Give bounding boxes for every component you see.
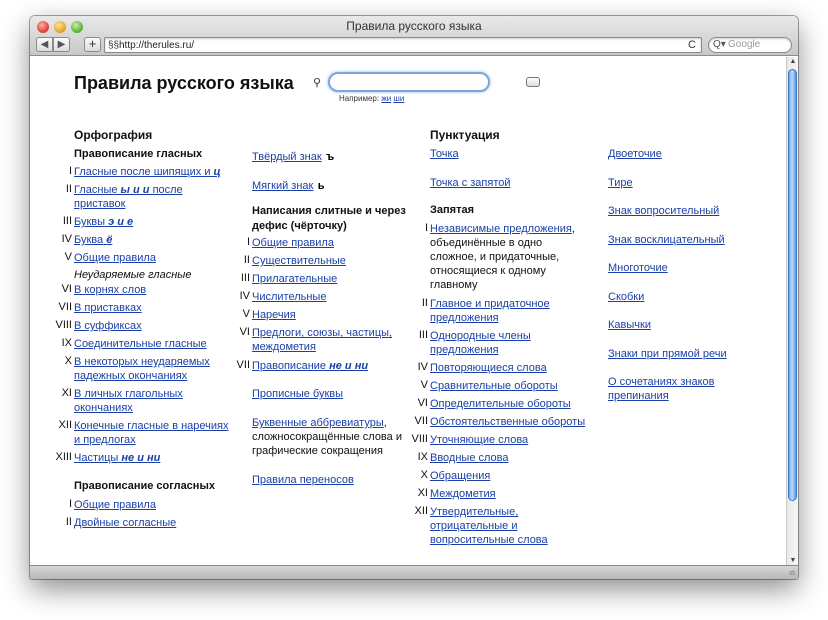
abbreviations-item: Буквенные аббревиатуры, сложносокращённые слова и графические сокращения <box>252 417 402 457</box>
link-question-mark[interactable]: Знак вопросительный <box>608 205 720 217</box>
subsection-comma: Запятая <box>430 204 474 216</box>
add-bookmark-button[interactable]: + <box>84 37 101 52</box>
item-number: XI <box>417 487 428 499</box>
item-number: I <box>246 236 250 248</box>
link-clarifying[interactable]: Уточняющие слова <box>430 434 529 446</box>
link-comparative[interactable]: Сравнительные обороты <box>430 380 558 392</box>
hard-sign-item <box>252 147 334 165</box>
page-content <box>30 57 786 565</box>
item-number: VIII <box>55 319 72 331</box>
link-main-subordinate[interactable]: Главное и придаточное предложения <box>430 298 550 324</box>
example-link-shi[interactable]: ши <box>393 94 405 103</box>
item-number: V <box>420 379 428 391</box>
link-soft-sign[interactable]: Мягкий знак <box>252 180 314 192</box>
title-bar <box>30 16 798 56</box>
link-nouns[interactable]: Существительные <box>252 255 346 267</box>
link-ellipsis[interactable]: Многоточие <box>608 262 668 274</box>
item-number: IX <box>417 451 428 463</box>
link-attributive[interactable]: Определительные обороты <box>430 398 571 410</box>
subsection-vowels: Правописание гласных <box>74 148 203 160</box>
item-number: XI <box>61 387 72 399</box>
site-icon: §§ <box>108 40 120 51</box>
link-particles-ne-ni[interactable]: Частицы не и ни <box>74 452 161 464</box>
item-number: III <box>62 215 72 227</box>
link-repeated-words[interactable]: Повторяющиеся слова <box>430 362 547 374</box>
item-number: II <box>65 516 72 528</box>
link-independent-clauses[interactable]: Независимые предложения <box>430 223 572 235</box>
scroll-thumb[interactable] <box>788 69 797 501</box>
item-number: VII <box>58 301 72 313</box>
link-consonants-general[interactable]: Общие правила <box>74 499 156 511</box>
link-letter-yo[interactable]: Буква ё <box>74 234 113 246</box>
link-interjections[interactable]: Междометия <box>430 488 496 500</box>
link-semicolon[interactable]: Точка с запятой <box>430 177 511 189</box>
link-letters-e[interactable]: Буквы э и е <box>74 216 134 228</box>
window-title: Правила русского языка <box>346 19 482 33</box>
link-dash[interactable]: Тире <box>608 177 633 189</box>
link-verb-endings[interactable]: В личных глагольных окончаниях <box>74 388 183 414</box>
page-title: Правила русского языка <box>74 73 294 93</box>
link-hyphenation[interactable]: Правила переносов <box>252 474 354 486</box>
search-placeholder: Google <box>728 39 761 50</box>
item-number: VII <box>414 415 428 427</box>
item-number: VI <box>239 326 250 338</box>
link-roots[interactable]: В корнях слов <box>74 284 147 296</box>
link-introductory[interactable]: Вводные слова <box>430 452 509 464</box>
item-number: II <box>421 297 428 309</box>
example-link-zhi[interactable]: жи <box>381 94 392 103</box>
item-number: XII <box>58 419 72 431</box>
link-colon[interactable]: Двоеточие <box>608 148 662 160</box>
hard-sign-char: ъ <box>326 151 335 163</box>
scroll-down-icon[interactable]: ▼ <box>789 557 797 564</box>
forward-button[interactable]: ▶ <box>53 37 70 52</box>
item-number: X <box>64 355 72 367</box>
link-hyphen-general[interactable]: Общие правила <box>252 237 334 249</box>
item-number: VII <box>236 359 250 371</box>
vertical-scrollbar[interactable] <box>786 57 798 565</box>
item-number: I <box>424 222 428 234</box>
back-button[interactable]: ◀ <box>36 37 53 52</box>
comma-item-independent: Независимые предложения, объединённые в одно сложное, и придаточные, относящиеся к одному главному <box>430 223 575 291</box>
item-number: IV <box>61 233 72 245</box>
item-number: III <box>240 272 250 284</box>
link-abbreviations[interactable]: Буквенные аббревиатуры <box>252 417 384 429</box>
link-hard-sign[interactable]: Твёрдый знак <box>252 151 322 163</box>
link-capitals[interactable]: Прописные буквы <box>252 388 344 400</box>
link-quotes[interactable]: Кавычки <box>608 319 651 331</box>
link-direct-speech[interactable]: Знаки при прямой речи <box>608 348 727 360</box>
url-text[interactable]: http://therules.ru/ <box>119 40 195 51</box>
item-number: IV <box>239 290 250 302</box>
link-connecting-vowels[interactable]: Соединительные гласные <box>74 338 207 350</box>
item-number: XIII <box>55 451 72 463</box>
link-affirmative[interactable]: Утвердительные, отрицательные и вопросительные слова <box>430 506 548 546</box>
item-number: VI <box>61 283 72 295</box>
link-prefixes[interactable]: В приставках <box>74 302 142 314</box>
item-number: VI <box>417 397 428 409</box>
link-suffixes[interactable]: В суффиксах <box>74 320 142 332</box>
subsection-hyphen: Написания слитные и через дефис (чёрточку) <box>252 205 406 232</box>
link-vowels-after-prefixes[interactable]: Гласные ы и и после приставок <box>74 184 183 210</box>
subsection-consonants: Правописание согласных <box>74 480 215 492</box>
link-spelling-ne-ni[interactable]: Правописание не и ни <box>252 360 369 372</box>
link-prepositions[interactable]: Предлоги, союзы, частицы, междометия <box>252 327 393 353</box>
item-number: X <box>420 469 428 481</box>
scroll-up-icon[interactable]: ▲ <box>789 58 797 65</box>
search-example <box>339 94 404 103</box>
resize-grip-icon[interactable]: ≏ <box>788 568 796 578</box>
link-adjectives[interactable]: Прилагательные <box>252 273 338 285</box>
search-icon: ⚲ <box>313 77 322 89</box>
link-exclamation-mark[interactable]: Знак восклицательный <box>608 234 725 246</box>
example-label: Например: <box>339 94 380 103</box>
item-number: V <box>242 308 250 320</box>
link-double-consonants[interactable]: Двойные согласные <box>74 517 177 529</box>
browser-window <box>30 16 798 579</box>
link-punctuation-combinations[interactable]: О сочетаниях знаков препинания <box>608 376 715 402</box>
item-number: VIII <box>411 433 428 445</box>
link-addresses[interactable]: Обращения <box>430 470 491 482</box>
section-orthography: Орфография <box>74 128 153 142</box>
link-homogeneous[interactable]: Однородные члены предложения <box>430 330 531 356</box>
link-numerals[interactable]: Числительные <box>252 291 327 303</box>
link-case-endings[interactable]: В некоторых неударяемых падежных окончаниях <box>74 356 210 382</box>
item-number: III <box>418 329 428 341</box>
search-input[interactable] <box>328 72 490 92</box>
link-vowels-after-sibilants[interactable]: Гласные после шипящих и ц <box>74 166 221 178</box>
reload-icon[interactable]: C <box>688 39 696 51</box>
link-general-rules[interactable]: Общие правила <box>74 252 156 264</box>
search-icon: Q▾ <box>713 39 726 50</box>
item-number: XII <box>414 505 428 517</box>
item-number: II <box>243 254 250 266</box>
soft-sign-char: ь <box>317 180 325 192</box>
soft-sign-item <box>252 176 325 194</box>
link-adverbial[interactable]: Обстоятельственные обороты <box>430 416 586 428</box>
link-final-vowels[interactable]: Конечные гласные в наречиях и предлогах <box>74 420 229 446</box>
item-number: I <box>68 498 72 510</box>
item-number: IV <box>417 361 428 373</box>
google-search-field[interactable] <box>708 37 792 53</box>
link-adverbs[interactable]: Наречия <box>252 309 296 321</box>
item-number: V <box>64 251 72 263</box>
address-bar[interactable] <box>104 37 702 53</box>
status-bar <box>30 565 798 579</box>
item-number: I <box>68 165 72 177</box>
search-button[interactable] <box>526 77 540 87</box>
subsection-unstressed: Неударяемые гласные <box>74 269 192 281</box>
link-period[interactable]: Точка <box>430 148 459 160</box>
item-number: IX <box>61 337 72 349</box>
item-number: II <box>65 183 72 195</box>
link-brackets[interactable]: Скобки <box>608 291 645 303</box>
section-punctuation: Пунктуация <box>430 128 500 142</box>
